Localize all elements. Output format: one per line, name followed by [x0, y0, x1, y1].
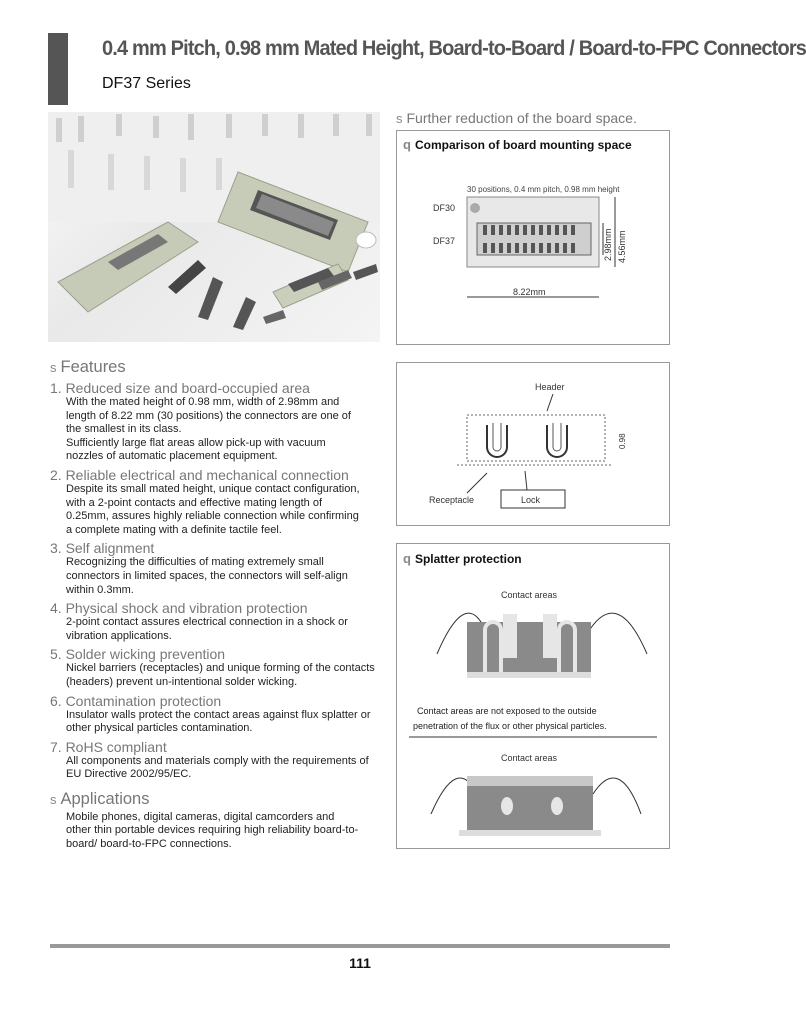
splatter-note-line2: penetration of the flux or other physical particles.: [413, 721, 607, 731]
feature-body: [50, 709, 380, 736]
splatter-note-line1: Contact areas are not exposed to the outside: [417, 706, 597, 716]
feature-line: Insulator walls protect the contact areas against flux splatter or: [66, 708, 371, 721]
feature-line: with a 2-point contacts and effective mating length of: [66, 496, 323, 509]
bullet-marker: s: [396, 111, 403, 126]
label-receptacle: Receptacle: [429, 495, 475, 505]
feature-line: nozzles of automatic placement equipment.: [66, 450, 278, 463]
feature-line: (headers) prevent un-intentional solder wicking.: [66, 675, 298, 688]
cross-section-diagram: [397, 363, 669, 525]
feature-body: [50, 755, 380, 782]
feature-line: length of 8.22 mm (30 positions) the connectors are one of: [66, 409, 351, 422]
page-number: 111: [349, 955, 371, 971]
feature-item: [50, 540, 380, 597]
feature-body: [50, 396, 380, 464]
feature-line: within 0.3mm.: [66, 583, 134, 596]
applications-line: Mobile phones, digital cameras, digital camcorders and: [66, 810, 335, 823]
feature-line: the smallest in its class.: [66, 423, 182, 436]
series-name: DF37 Series: [102, 75, 191, 92]
label-header: Header: [535, 382, 565, 392]
feature-line: connectors in limited spaces, the connectors will self-align: [66, 569, 348, 582]
bullet-marker: s: [50, 360, 57, 375]
feature-body: [50, 556, 380, 597]
feature-title: 4. Physical shock and vibration protection: [50, 600, 308, 617]
space-reduction-heading: s Further reduction of the board space.: [396, 110, 637, 126]
feature-item: [50, 646, 380, 689]
contact-areas-label-1: Contact areas: [501, 590, 558, 600]
feature-item: [50, 600, 380, 643]
feature-item: [50, 693, 380, 736]
feature-line: Sufficiently large flat areas allow pick-up with vacuum: [66, 436, 326, 449]
product-photo-illustration: [48, 112, 380, 342]
feature-line: other physical particles contamination.: [66, 722, 253, 735]
applications-body: [50, 811, 380, 852]
label-df30: DF30: [433, 203, 456, 213]
feature-title: 2. Reliable electrical and mechanical connection: [50, 466, 349, 483]
splatter-box: [396, 543, 670, 849]
feature-title: 3. Self alignment: [50, 540, 155, 557]
features-heading: s Features: [50, 358, 126, 376]
applications-line: other thin portable devices requiring high reliability board-to-: [66, 824, 359, 837]
feature-body: [50, 483, 380, 537]
dim-8-22: 8.22mm: [513, 287, 546, 297]
page-title: 0.4 mm Pitch, 0.98 mm Mated Height, Board-to-Board / Board-to-FPC Connectors: [102, 36, 806, 60]
bullet-marker: s: [50, 791, 57, 807]
feature-line: All components and materials comply with the requirements of: [66, 754, 369, 767]
comparison-caption: 30 positions, 0.4 mm pitch, 0.98 mm height: [467, 185, 620, 194]
splatter-title: q Splatter protection: [403, 551, 522, 566]
contact-areas-label-2: Contact areas: [501, 753, 558, 763]
feature-line: Nickel barriers (receptacles) and unique forming of the contacts: [66, 662, 375, 675]
feature-line: EU Directive 2002/95/EC.: [66, 768, 192, 781]
feature-body: [50, 616, 380, 643]
footer-rule: [50, 944, 670, 948]
cross-section-box: [396, 362, 670, 526]
title-bar-decoration: [48, 33, 68, 105]
feature-line: Despite its small mated height, unique contact configuration,: [66, 482, 360, 495]
feature-title: 5. Solder wicking prevention: [50, 646, 226, 663]
feature-list: [50, 380, 380, 782]
dim-2-98: 2.98mm: [603, 228, 613, 261]
comparison-diagram: [397, 131, 669, 344]
feature-line: 0.25mm, assures highly reliable connection while confirming: [66, 510, 359, 523]
comparison-box: [396, 130, 670, 345]
applications-heading: s Applications: [50, 789, 150, 808]
feature-title: 6. Contamination protection: [50, 692, 222, 709]
box-marker: q: [403, 551, 411, 566]
comparison-title: q Comparison of board mounting space: [403, 137, 632, 152]
label-df37: DF37: [433, 236, 456, 246]
dim-4-56: 4.56mm: [617, 230, 627, 263]
feature-title: 7. RoHS compliant: [50, 738, 167, 755]
feature-item: [50, 380, 380, 464]
feature-line: a complete mating with a definite tactile feel.: [66, 523, 282, 536]
feature-title: 1. Reduced size and board-occupied area: [50, 380, 310, 396]
feature-item: [50, 467, 380, 537]
feature-line: With the mated height of 0.98 mm, width of 2.98mm and: [66, 396, 340, 408]
dim-0-98: 0.98: [618, 433, 627, 449]
feature-line: 2-point contact assures electrical connection in a shock or: [66, 616, 348, 629]
box-marker: q: [403, 137, 411, 152]
feature-line: vibration applications.: [66, 629, 172, 642]
label-lock: Lock: [521, 495, 541, 505]
product-photo: [48, 112, 380, 342]
feature-body: [50, 662, 380, 689]
splatter-diagram: [397, 544, 669, 848]
applications-line: board/ board-to-FPC connections.: [66, 838, 232, 851]
feature-item: [50, 739, 380, 782]
features-section: [50, 358, 380, 852]
feature-line: Recognizing the difficulties of mating extremely small: [66, 556, 324, 569]
